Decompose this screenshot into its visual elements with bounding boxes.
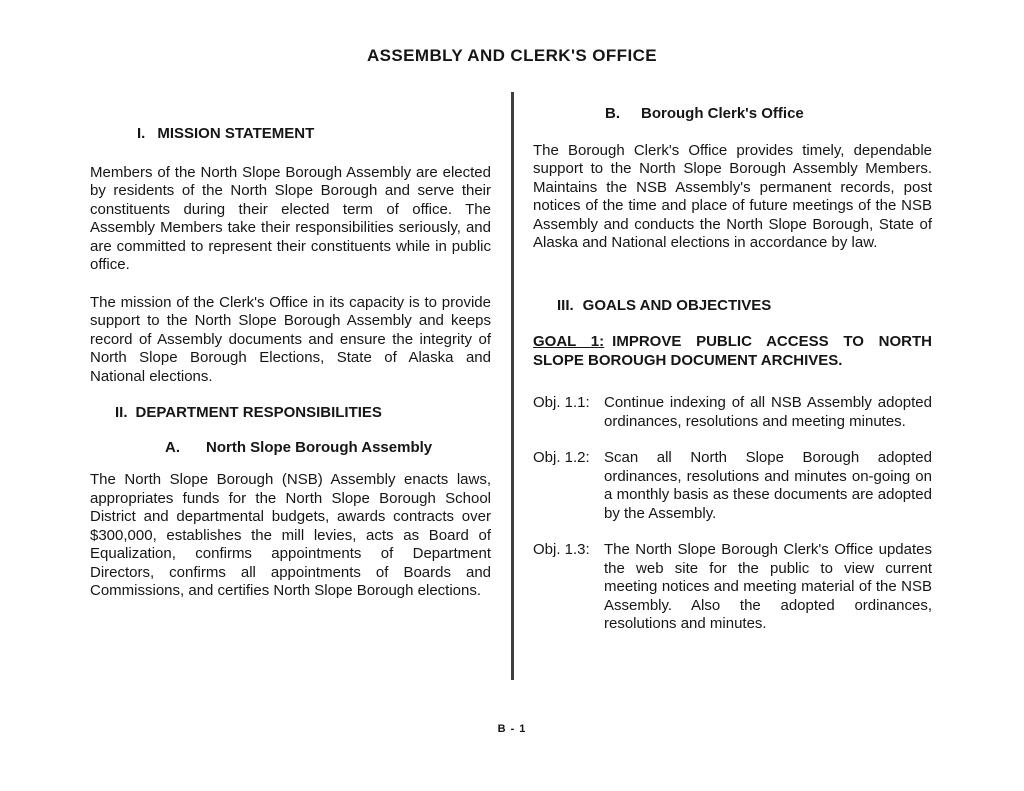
objective-1-1-label: Obj. 1.1: [533, 394, 590, 411]
goals-objectives-heading [533, 297, 932, 316]
subsection-a-heading [90, 439, 491, 458]
department-responsibilities-heading [90, 404, 491, 423]
mission-statement-heading [90, 125, 491, 144]
mission-numeral: I. [137, 125, 146, 142]
subsection-b-heading [533, 105, 932, 124]
objective-row [533, 394, 932, 431]
mission-paragraph-1: Members of the North Slope Borough Assembly are elected by residents of the North Slope Borough and serve their constituents during their elected term of office. The Assembly Members take their responsibilities seriously, and are committed to represent their constituents while in public office. [90, 163, 491, 273]
mission-paragraph-2: The mission of the Clerk's Office in its capacity is to provide support to the North Slope Borough Assembly and keeps record of Assembly documents and ensure the integrity of North Slope Borough Elections, State of Alaska and National elections. [90, 293, 491, 385]
subsection-b-letter: B. [605, 105, 620, 122]
objective-1-3-text: The North Slope Borough Clerk's Office updates the web site for the public to view current meeting notices and meeting material of the NSB Assembly. Also the adopted ordinances, resolutions and minutes. [604, 541, 932, 632]
mission-heading-text: MISSION STATEMENT [157, 125, 315, 142]
objective-row [533, 541, 932, 634]
subsection-a-title: North Slope Borough Assembly [206, 438, 433, 456]
page-number: B - 1 [497, 723, 527, 735]
objective-1-3-label: Obj. 1.3: [533, 541, 590, 558]
goals-heading-text: GOALS AND OBJECTIVES [582, 296, 772, 314]
responsibilities-numeral: II. [115, 404, 128, 421]
right-column [533, 105, 932, 652]
left-column [90, 125, 491, 620]
page-title: ASSEMBLY AND CLERK'S OFFICE [366, 46, 658, 65]
assembly-paragraph: The North Slope Borough (NSB) Assembly enacts laws, appropriates funds for the North Slope Borough School District and departmental budgets, awards contracts over $300,000, establishes the mill levies, acts as Board of Equalization, confirms appointments of Department Directors, confirms all appointments of Boards and Commissions, and certifies North Slope Borough elections. [90, 471, 491, 599]
column-divider-rule [511, 92, 514, 680]
objective-1-2-label: Obj. 1.2: [533, 449, 590, 466]
clerk-office-paragraph: The Borough Clerk's Office provides timely, dependable support to the North Slope Borough Assembly Members. Maintains the NSB Assembly's permanent records, post notices of the time and place of future meetings of the NSB Assembly and conducts the North Slope Borough, State of Alaska and National elections in accordance by law. [533, 141, 932, 251]
subsection-a-letter: A. [165, 438, 180, 456]
goal-1-heading [533, 333, 932, 370]
objective-1-1-text: Continue indexing of all NSB Assembly adopted ordinances, resolutions and meeting minutes. [604, 394, 932, 430]
goal-1-label: GOAL 1: [533, 333, 605, 350]
goal-1-text: IMPROVE PUBLIC ACCESS TO NORTH SLOPE BOROUGH DOCUMENT ARCHIVES. [533, 333, 932, 369]
objective-1-2-text: Scan all North Slope Borough adopted ordinances, resolutions and minutes on-going on a monthly basis as these documents are adopted by the Assembly. [604, 449, 932, 522]
subsection-b-title: Borough Clerk's Office [641, 105, 804, 122]
responsibilities-heading-text: DEPARTMENT RESPONSIBILITIES [135, 404, 382, 421]
objective-row [533, 449, 932, 523]
goals-numeral: III. [557, 296, 574, 314]
